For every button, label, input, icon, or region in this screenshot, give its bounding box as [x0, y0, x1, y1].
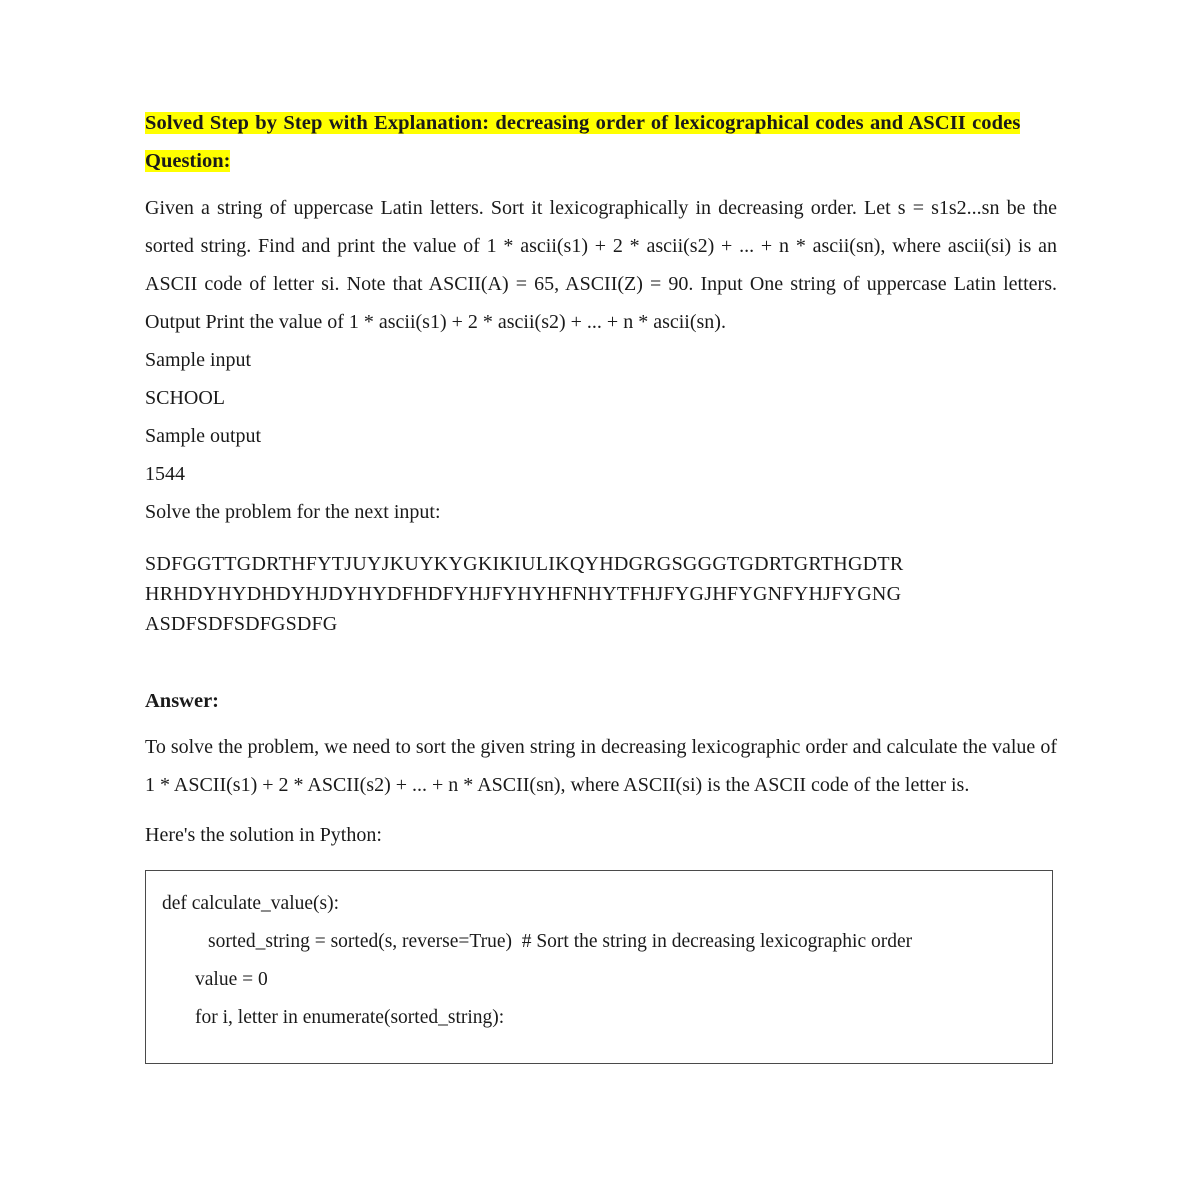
input-string-line-1: SDFGGTTGDRTHFYTJUYJKUYKYGKIKIULIKQYHDGRGSGGGTGDRTGRTHGDTR — [145, 553, 904, 575]
next-input-prompt: Solve the problem for the next input: — [145, 501, 441, 523]
code-line-4: for i, letter in enumerate(sorted_string): — [195, 1007, 505, 1028]
question-label — [145, 146, 1057, 176]
answer-body: To solve the problem, we need to sort the given string in decreasing lexicographic order and calculate the value of 1 * ASCII(s1) + 2 * ASCII(s2) + ... + n * ASCII(sn), where ASCII(si) is the ASCII code of the letter is. — [145, 736, 1057, 796]
input-string-line-2: HRHDYHYDHDYHJDYHYDFHDFYHJFYHYHFNHYTFHJFYGJHFYGNFYHJFYGNG — [145, 583, 902, 605]
page-title — [145, 108, 1057, 138]
page-title-highlight: Solved Step by Step with Explanation: decreasing order of lexicographical codes and ASCII codes — [145, 112, 1021, 134]
answer-label-highlight: Answer: — [145, 690, 220, 712]
answer-label — [145, 686, 1057, 716]
code-line-3: value = 0 — [195, 969, 268, 990]
code-block — [145, 870, 1053, 1064]
sample-input-value: SCHOOL — [145, 387, 226, 409]
input-string-block — [145, 549, 1050, 639]
document-body — [145, 108, 1057, 1064]
solution-lead-in: Here's the solution in Python: — [145, 824, 382, 846]
input-string-line-3: ASDFSDFSDFGSDFG — [145, 613, 338, 635]
sample-output-value: 1544 — [145, 463, 185, 485]
question-label-highlight: Question: — [145, 150, 231, 172]
question-body: Given a string of uppercase Latin letters. Sort it lexicographically in decreasing order. Let s = s1s2...sn be the sorted string. Find and print the value of 1 * ascii(s1) + 2 * ascii(s2) + ... + n * ascii(sn), where ascii(si) is an ASCII code of letter si. Note that ASCII(A) = 65, ASCII(Z) = 90. Input One string of uppercase Latin letters. Output Print the value of 1 * ascii(s1) + 2 * ascii(s2) + ... + n * ascii(sn). — [145, 197, 1057, 333]
sample-input-label: Sample input — [145, 349, 252, 371]
sample-output-label: Sample output — [145, 425, 262, 447]
section-spacer — [145, 639, 1057, 686]
code-line-1: def calculate_value(s): — [162, 893, 340, 914]
code-line-2: sorted_string = sorted(s, reverse=True) # Sort the string in decreasing lexicographic order — [208, 931, 913, 952]
